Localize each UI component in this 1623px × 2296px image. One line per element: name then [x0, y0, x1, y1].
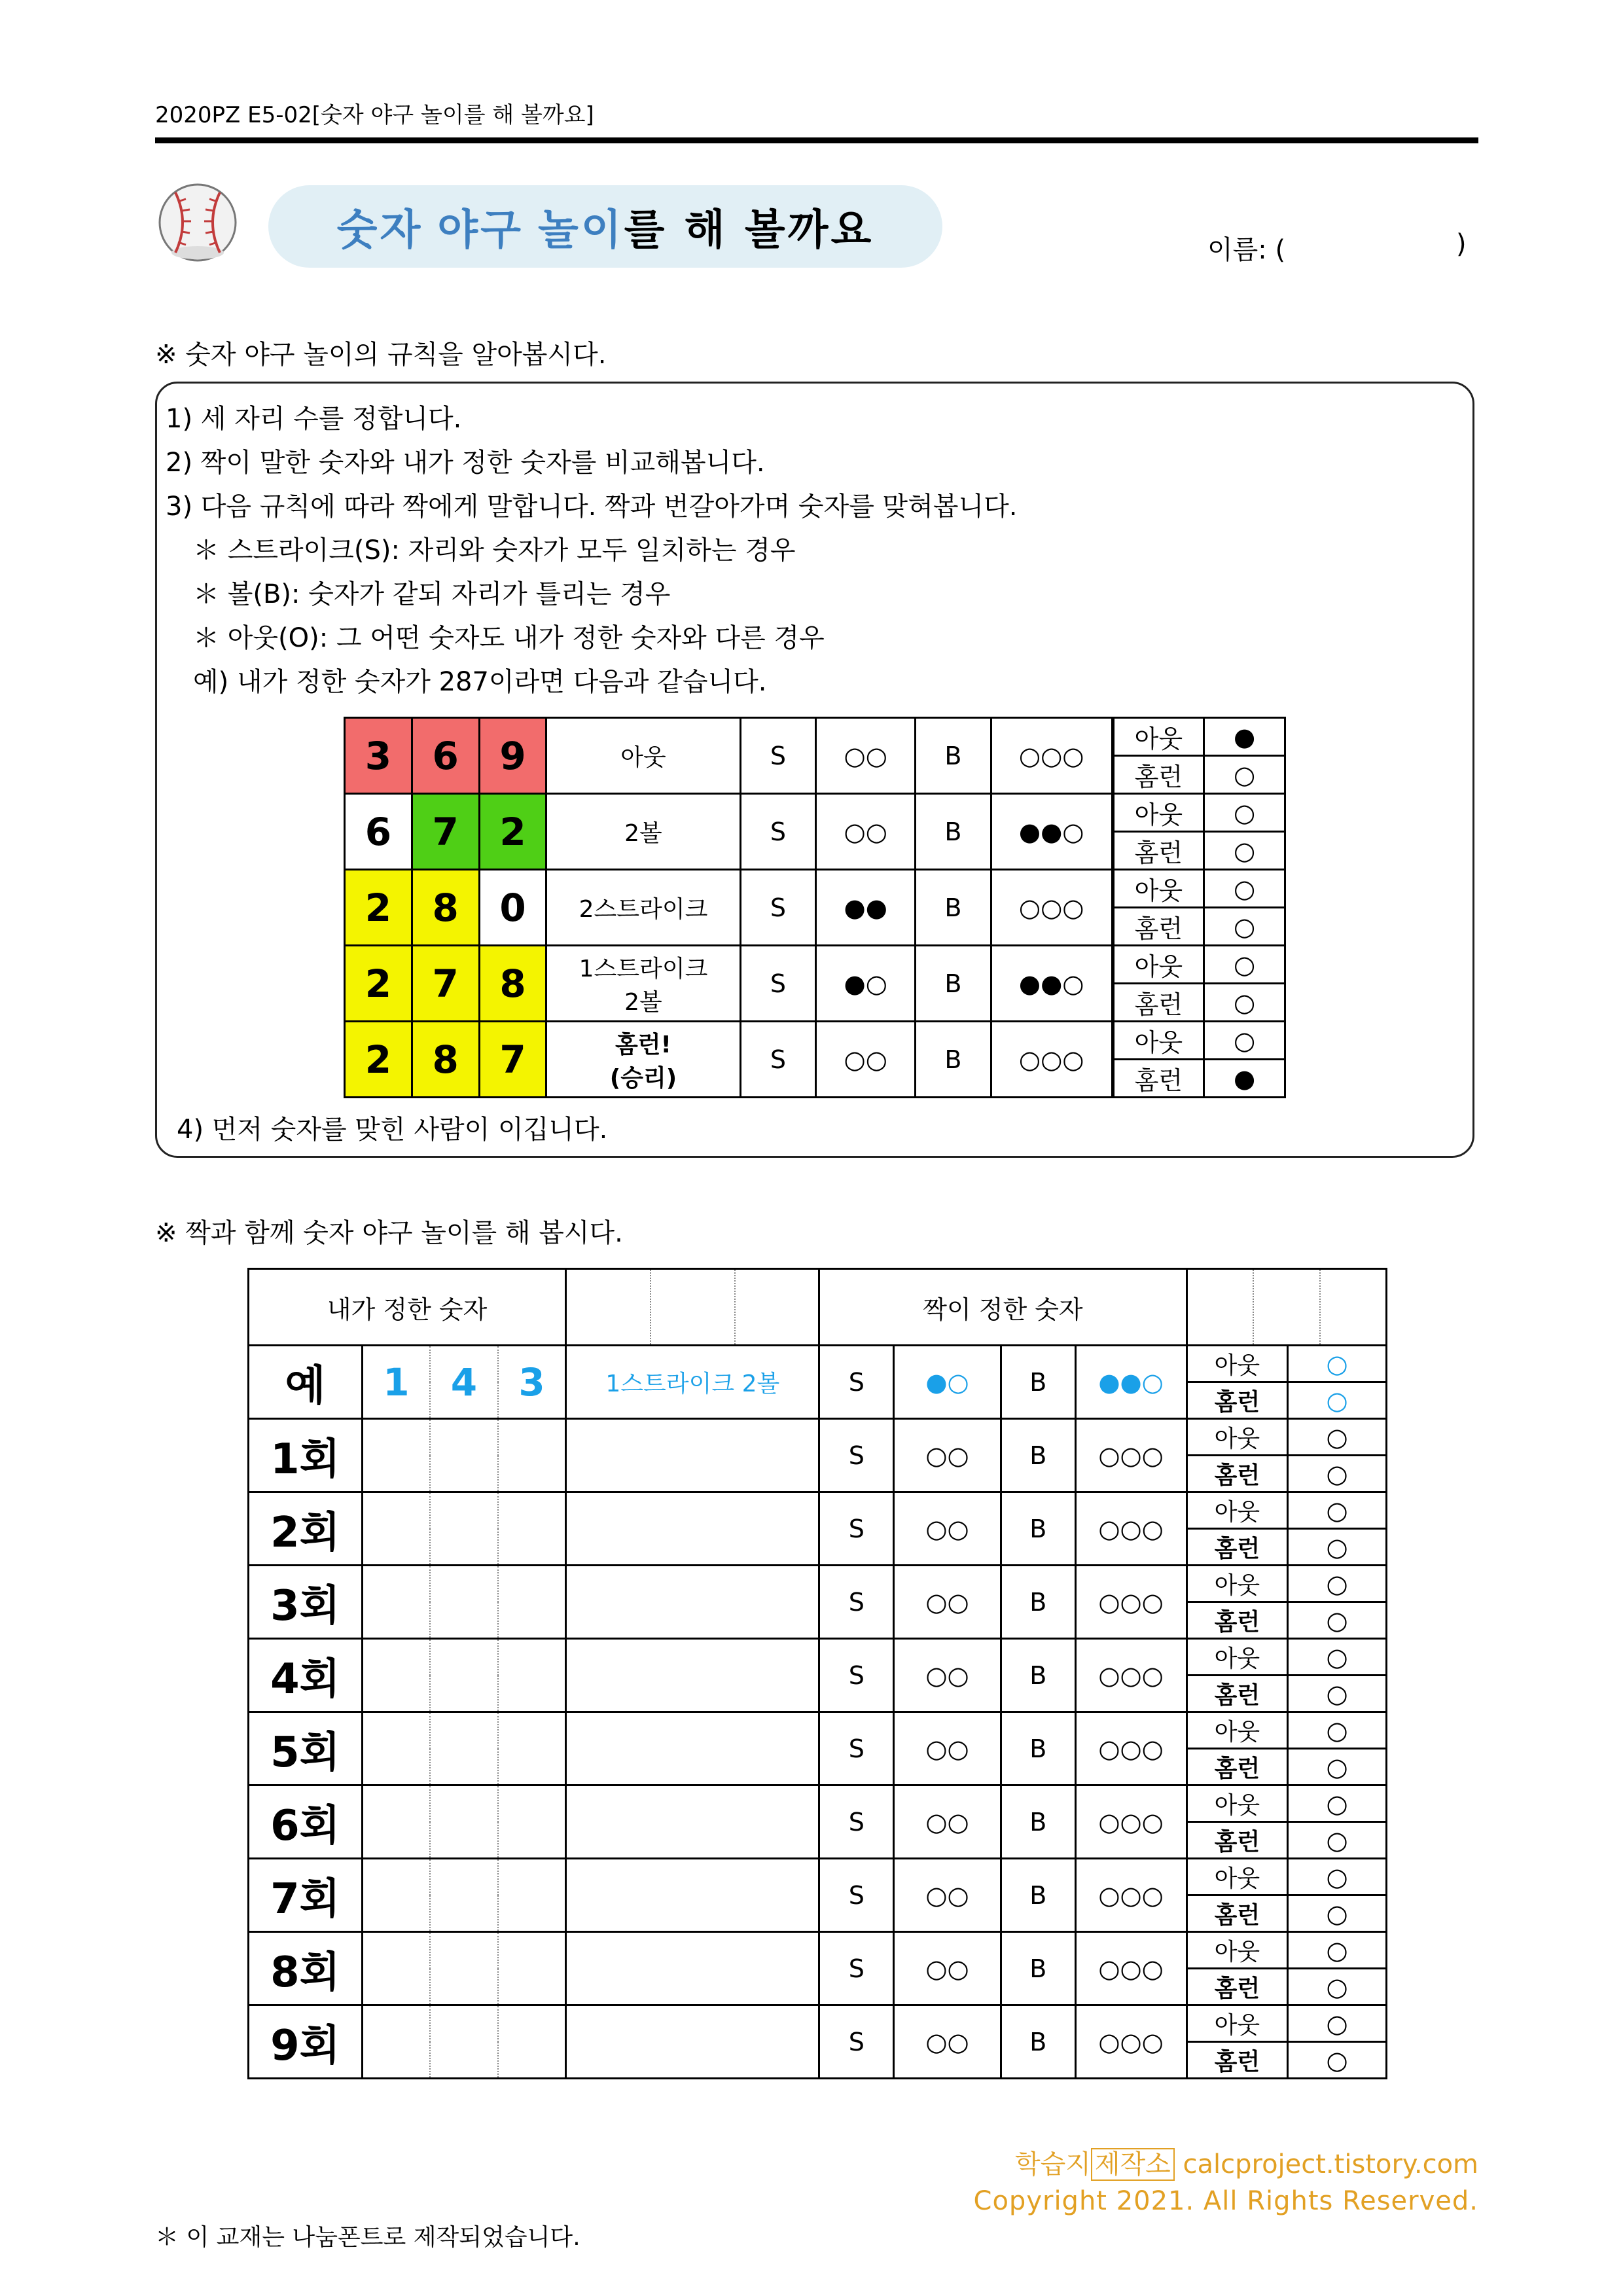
example-result-line: 2볼	[624, 988, 662, 1016]
ball-label: B	[1001, 1859, 1075, 1932]
homerun-mark: ○	[1204, 756, 1285, 794]
homerun-mark[interactable]: ○	[1288, 1895, 1387, 1932]
round-label: 8회	[249, 1932, 363, 2005]
example-digit: 9	[479, 718, 546, 794]
round-label: 9회	[249, 2005, 363, 2079]
out-mark[interactable]: ○	[1288, 1346, 1387, 1382]
ball-label: B	[1001, 1639, 1075, 1712]
strike-label: S	[819, 1639, 894, 1712]
example-result	[546, 870, 740, 946]
homerun-mark[interactable]: ○	[1288, 1529, 1387, 1566]
my-digit-cell[interactable]	[498, 1419, 566, 1492]
section-2-heading: ※ 짝과 함께 숫자 야구 놀이를 해 봅시다.	[155, 1218, 623, 1248]
my-digit-cell[interactable]	[498, 2005, 566, 2079]
example-digit: 3	[345, 718, 412, 794]
rule-3: 3) 다음 규칙에 따라 짝에게 말합니다. 짝과 번갈아가며 숫자를 맞혀봅니다.	[166, 492, 1018, 522]
out-label: 아웃	[1113, 870, 1204, 908]
homerun-mark[interactable]: ○	[1288, 1676, 1387, 1712]
homerun-label: 홈런	[1186, 1749, 1288, 1785]
ball-marks[interactable]: ○○○	[1075, 1785, 1186, 1859]
my-result-cell[interactable]	[566, 1492, 819, 1566]
out-mark[interactable]: ○	[1288, 1492, 1387, 1529]
strike-label: S	[819, 1419, 894, 1492]
ball-marks: ●●○	[991, 946, 1113, 1022]
ball-marks[interactable]: ○○○	[1075, 1639, 1186, 1712]
my-result-cell[interactable]	[566, 1932, 819, 2005]
out-label: 아웃	[1186, 1785, 1288, 1822]
my-digit-cell[interactable]	[430, 1785, 498, 1859]
rule-4: 4) 먼저 숫자를 맞힌 사람이 이깁니다.	[177, 1115, 608, 1145]
example-result	[546, 1022, 740, 1098]
rule-2: 2) 짝이 말한 숫자와 내가 정한 숫자를 비교해봅니다.	[166, 448, 765, 478]
example-result-line: 2볼	[624, 820, 662, 847]
my-digit-cell[interactable]: 1	[362, 1346, 430, 1419]
homerun-label: 홈런	[1186, 1822, 1288, 1859]
out-label: 아웃	[1113, 946, 1204, 984]
example-result	[546, 718, 740, 794]
my-digit-cell[interactable]	[498, 1566, 566, 1639]
strike-label: S	[819, 1346, 894, 1419]
example-digit: 7	[412, 946, 479, 1022]
ball-marks[interactable]: ○○○	[1075, 1419, 1186, 1492]
out-label: 아웃	[1113, 1022, 1204, 1060]
my-digit-cell[interactable]	[362, 1639, 430, 1712]
example-digit: 8	[412, 870, 479, 946]
out-mark[interactable]: ○	[1288, 1566, 1387, 1602]
example-digit: 6	[345, 794, 412, 870]
my-digit-cell[interactable]	[362, 1492, 430, 1566]
ball-label: B	[916, 870, 991, 946]
example-digit: 6	[412, 718, 479, 794]
my-digit-cell[interactable]	[362, 1859, 430, 1932]
strike-marks[interactable]: ○○	[894, 1639, 1001, 1712]
my-result-cell[interactable]: 1스트라이크 2볼	[566, 1346, 819, 1419]
out-label: 아웃	[1186, 2005, 1288, 2042]
out-mark[interactable]: ○	[1288, 1932, 1387, 1969]
ball-marks[interactable]: ●●○	[1075, 1346, 1186, 1419]
strike-marks[interactable]: ○○	[894, 2005, 1001, 2079]
header-partner: 짝이 정한 숫자	[819, 1269, 1186, 1346]
my-digit-cell[interactable]	[430, 1859, 498, 1932]
my-result-cell[interactable]	[566, 2005, 819, 2079]
homerun-label: 홈런	[1113, 1060, 1204, 1098]
ball-label: B	[1001, 1566, 1075, 1639]
strike-marks: ●○	[816, 946, 916, 1022]
strike-label: S	[740, 870, 816, 946]
worksheet-code: 2020PZ E5-02[숫자 야구 놀이를 해 볼까요]	[155, 102, 594, 128]
homerun-label: 홈런	[1186, 1602, 1288, 1639]
out-label: 아웃	[1186, 1639, 1288, 1676]
homerun-mark: ●	[1204, 1060, 1285, 1098]
example-result-line: 아웃	[620, 744, 666, 771]
homerun-label: 홈런	[1113, 908, 1204, 946]
strike-marks[interactable]: ○○	[894, 1566, 1001, 1639]
ball-marks[interactable]: ○○○	[1075, 1712, 1186, 1785]
strike-marks[interactable]: ○○	[894, 1785, 1001, 1859]
example-digit: 7	[412, 794, 479, 870]
out-mark[interactable]: ○	[1288, 1712, 1387, 1749]
my-digit-cell[interactable]	[498, 1492, 566, 1566]
my-digit-cell[interactable]	[362, 1419, 430, 1492]
my-digit-cell[interactable]: 4	[430, 1346, 498, 1419]
homerun-label: 홈런	[1186, 1895, 1288, 1932]
round-label: 2회	[249, 1492, 363, 1566]
ball-label: B	[1001, 1712, 1075, 1785]
round-label: 5회	[249, 1712, 363, 1785]
strike-marks[interactable]: ○○	[894, 1932, 1001, 2005]
footer-copyright: Copyright 2021. All Rights Reserved.	[973, 2186, 1478, 2216]
header-mine: 내가 정한 숫자	[249, 1269, 566, 1346]
my-digit-cell[interactable]	[498, 1712, 566, 1785]
baseball-icon	[156, 181, 240, 264]
example-result-line: 홈런!	[615, 1031, 671, 1058]
section-1-heading: ※ 숫자 야구 놀이의 규칙을 알아봅시다.	[155, 340, 607, 370]
my-digit-cell[interactable]	[362, 1785, 430, 1859]
ball-label: B	[1001, 2005, 1075, 2079]
homerun-label: 홈런	[1186, 1969, 1288, 2005]
example-digit: 8	[412, 1022, 479, 1098]
my-result-cell[interactable]	[566, 1785, 819, 1859]
strike-label: S	[819, 1785, 894, 1859]
strike-label: S	[819, 1712, 894, 1785]
out-mark[interactable]: ○	[1288, 1419, 1387, 1456]
homerun-label: 홈런	[1113, 832, 1204, 870]
homerun-mark[interactable]: ○	[1288, 2042, 1387, 2079]
strike-label: S	[740, 794, 816, 870]
homerun-mark[interactable]: ○	[1288, 1749, 1387, 1785]
strike-marks[interactable]: ○○	[894, 1492, 1001, 1566]
my-digit-cell[interactable]: 3	[498, 1346, 566, 1419]
ball-marks[interactable]: ○○○	[1075, 1859, 1186, 1932]
example-digit: 2	[345, 946, 412, 1022]
example-result-line: 2스트라이크	[579, 896, 708, 923]
footer-brand: 학습지 제작소 calcproject.tistory.com	[1014, 2149, 1478, 2179]
header-right-blank	[1186, 1269, 1386, 1346]
ball-label: B	[1001, 1346, 1075, 1419]
ball-label: B	[1001, 1932, 1075, 2005]
ball-label: B	[916, 1022, 991, 1098]
strike-label: S	[819, 2005, 894, 2079]
round-label: 3회	[249, 1566, 363, 1639]
name-field[interactable]: 이름: ( )	[1207, 229, 1467, 265]
homerun-mark[interactable]: ○	[1288, 1822, 1387, 1859]
my-digit-cell[interactable]	[498, 1932, 566, 2005]
strike-marks[interactable]: ○○	[894, 1712, 1001, 1785]
strike-marks[interactable]: ●○	[894, 1346, 1001, 1419]
out-mark: ○	[1204, 794, 1285, 832]
my-result-cell[interactable]	[566, 1566, 819, 1639]
strike-label: S	[740, 946, 816, 1022]
my-digit-cell[interactable]	[430, 1419, 498, 1492]
example-digit: 0	[479, 870, 546, 946]
ball-marks[interactable]: ○○○	[1075, 1932, 1186, 2005]
out-label: 아웃	[1186, 1346, 1288, 1382]
out-mark: ○	[1204, 946, 1285, 984]
strike-marks: ○○	[816, 794, 916, 870]
homerun-mark[interactable]: ○	[1288, 1602, 1387, 1639]
example-result-line: (승리)	[609, 1064, 677, 1092]
example-digit: 2	[345, 1022, 412, 1098]
my-result-cell[interactable]	[566, 1859, 819, 1932]
out-label: 아웃	[1186, 1492, 1288, 1529]
ball-marks: ●●○	[991, 794, 1113, 870]
rule-ball: ＊ 볼(B): 숫자가 같되 자리가 틀리는 경우	[193, 579, 671, 609]
out-label: 아웃	[1186, 1932, 1288, 1969]
homerun-label: 홈런	[1186, 1676, 1288, 1712]
out-label: 아웃	[1186, 1712, 1288, 1749]
ball-marks[interactable]: ○○○	[1075, 1492, 1186, 1566]
homerun-label: 홈런	[1113, 984, 1204, 1022]
my-digit-cell[interactable]	[430, 1492, 498, 1566]
ball-label: B	[1001, 1419, 1075, 1492]
strike-label: S	[819, 1566, 894, 1639]
strike-marks: ○○	[816, 1022, 916, 1098]
homerun-mark[interactable]: ○	[1288, 1456, 1387, 1492]
out-label: 아웃	[1186, 1566, 1288, 1602]
example-result	[546, 946, 740, 1022]
round-label: 1회	[249, 1419, 363, 1492]
homerun-mark: ○	[1204, 908, 1285, 946]
round-label: 예	[249, 1346, 363, 1419]
homerun-label: 홈런	[1186, 1382, 1288, 1419]
footnote: ＊ 이 교재는 나눔폰트로 제작되었습니다.	[155, 2224, 580, 2251]
out-label: 아웃	[1113, 718, 1204, 756]
homerun-label: 홈런	[1186, 1529, 1288, 1566]
page-title: 숫자 야구 놀이 를 해 볼까요	[268, 185, 942, 268]
my-digit-cell[interactable]	[430, 1932, 498, 2005]
out-label: 아웃	[1186, 1859, 1288, 1895]
rule-example: 예) 내가 정한 숫자가 287이라면 다음과 같습니다.	[193, 667, 767, 697]
header-rule	[155, 137, 1478, 143]
my-digit-cell[interactable]	[430, 1639, 498, 1712]
my-result-cell[interactable]	[566, 1712, 819, 1785]
strike-label: S	[740, 718, 816, 794]
example-result	[546, 794, 740, 870]
strike-label: S	[740, 1022, 816, 1098]
strike-marks: ●●	[816, 870, 916, 946]
example-digit: 7	[479, 1022, 546, 1098]
example-result-line: 1스트라이크	[579, 955, 708, 982]
strike-label: S	[819, 1492, 894, 1566]
my-digit-cell[interactable]	[362, 2005, 430, 2079]
homerun-mark: ○	[1204, 832, 1285, 870]
example-digit: 8	[479, 946, 546, 1022]
ball-marks[interactable]: ○○○	[1075, 1566, 1186, 1639]
my-digit-cell[interactable]	[498, 1859, 566, 1932]
my-digit-cell[interactable]	[362, 1932, 430, 2005]
example-digit: 2	[345, 870, 412, 946]
round-label: 4회	[249, 1639, 363, 1712]
my-digit-cell[interactable]	[430, 1566, 498, 1639]
strike-label: S	[819, 1859, 894, 1932]
ball-marks: ○○○	[991, 870, 1113, 946]
out-label: 아웃	[1186, 1419, 1288, 1456]
my-result-cell[interactable]	[566, 1419, 819, 1492]
out-mark: ○	[1204, 1022, 1285, 1060]
round-label: 7회	[249, 1859, 363, 1932]
homerun-mark[interactable]: ○	[1288, 1382, 1387, 1419]
header-mine-blank	[566, 1269, 819, 1346]
my-digit-cell[interactable]	[498, 1785, 566, 1859]
homerun-label: 홈런	[1186, 2042, 1288, 2079]
out-mark[interactable]: ○	[1288, 2005, 1387, 2042]
ball-label: B	[916, 794, 991, 870]
out-mark[interactable]: ○	[1288, 1785, 1387, 1822]
ball-marks: ○○○	[991, 718, 1113, 794]
ball-marks[interactable]: ○○○	[1075, 2005, 1186, 2079]
example-table	[344, 717, 1286, 1098]
ball-label: B	[1001, 1492, 1075, 1566]
out-mark[interactable]: ○	[1288, 1859, 1387, 1895]
out-mark: ○	[1204, 870, 1285, 908]
game-table	[247, 1268, 1387, 2079]
homerun-mark[interactable]: ○	[1288, 1969, 1387, 2005]
my-digit-cell[interactable]	[498, 1639, 566, 1712]
homerun-label: 홈런	[1186, 1456, 1288, 1492]
ball-label: B	[916, 718, 991, 794]
ball-label: B	[1001, 1785, 1075, 1859]
strike-marks[interactable]: ○○	[894, 1419, 1001, 1492]
my-digit-cell[interactable]	[430, 2005, 498, 2079]
rule-strike: ＊ 스트라이크(S): 자리와 숫자가 모두 일치하는 경우	[193, 535, 796, 565]
my-digit-cell[interactable]	[362, 1566, 430, 1639]
homerun-mark: ○	[1204, 984, 1285, 1022]
homerun-label: 홈런	[1113, 756, 1204, 794]
ball-label: B	[916, 946, 991, 1022]
strike-marks[interactable]: ○○	[894, 1859, 1001, 1932]
strike-label: S	[819, 1932, 894, 2005]
out-label: 아웃	[1113, 794, 1204, 832]
ball-marks: ○○○	[991, 1022, 1113, 1098]
my-digit-cell[interactable]	[430, 1712, 498, 1785]
rule-1: 1) 세 자리 수를 정합니다.	[166, 404, 462, 434]
example-digit: 2	[479, 794, 546, 870]
my-digit-cell[interactable]	[362, 1712, 430, 1785]
my-result-cell[interactable]	[566, 1639, 819, 1712]
rule-out: ＊ 아웃(O): 그 어떤 숫자도 내가 정한 숫자와 다른 경우	[193, 623, 825, 653]
out-mark: ●	[1204, 718, 1285, 756]
out-mark[interactable]: ○	[1288, 1639, 1387, 1676]
strike-marks: ○○	[816, 718, 916, 794]
round-label: 6회	[249, 1785, 363, 1859]
